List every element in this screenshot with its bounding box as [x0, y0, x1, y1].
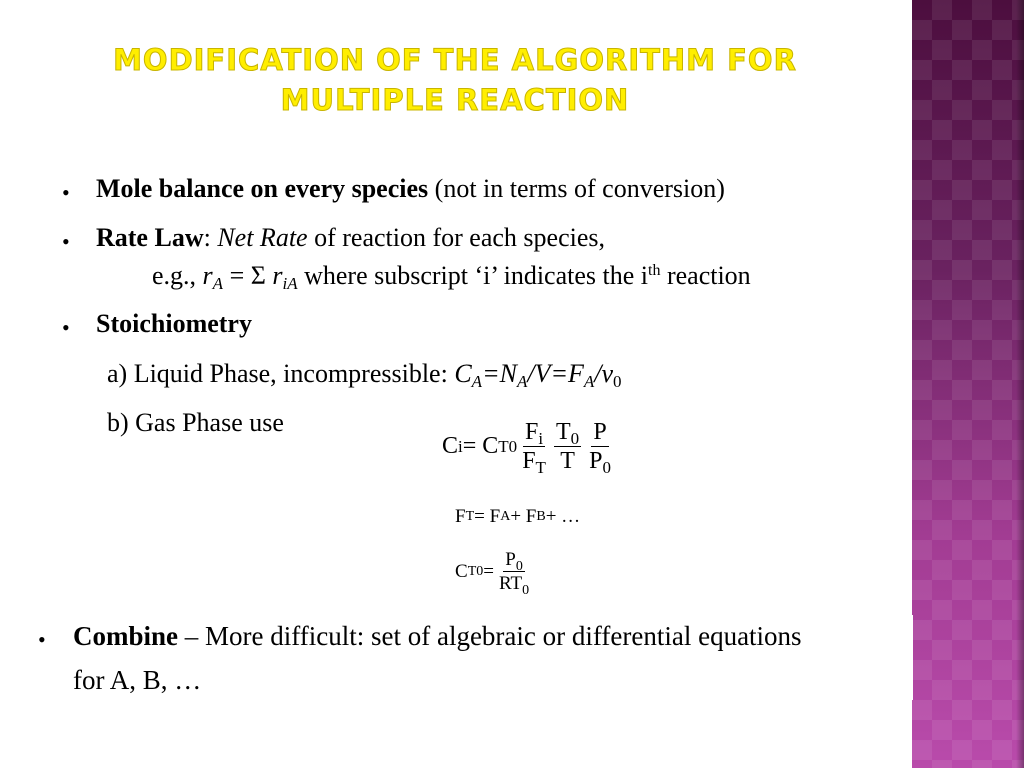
slide-title [40, 40, 870, 120]
gas-phase-line: b) Gas Phase use [107, 408, 284, 437]
rate-law-example: e.g., $r_A = \Sigma$ $r_{iA}$ where subscript ‘i’ indicates the $i^{th}$ reaction [152, 261, 751, 293]
title-line-2: MULTIPLE REACTION [280, 83, 630, 117]
bullet-icon: • [62, 180, 70, 205]
bullet-rate-law: Rate Law: Net Rate of reaction for each species, [96, 223, 605, 252]
formula-ft: F T = F A + F B + … [455, 506, 581, 527]
bullet-icon: • [62, 229, 70, 254]
bullet-combine: Combine – More difficult: set of algebraic or differential equations [73, 621, 802, 651]
formula-ct0: C T0 = $\frac{P_0}{RT_0}$ [455, 549, 530, 598]
bullet-icon: • [38, 627, 46, 652]
bullet-icon: • [62, 315, 70, 340]
bullet-stoichiometry: Stoichiometry [96, 309, 252, 338]
title-line-1: MODIFICATION OF THE ALGORITHM FOR [113, 43, 797, 77]
bullet-mole-balance: Mole balance on every species (not in terms of conversion) [96, 174, 725, 203]
combine-line-2: for A, B, … [73, 665, 202, 695]
formula-ci: C i = C T0 $\frac{F_i}{F_T}$ $\frac{T_0}{T}$ $\frac{P}{P_0}$ [442, 419, 611, 477]
decorative-sidebar [912, 0, 1024, 768]
liquid-phase-line: a) Liquid Phase, incompressible: $C_A=N_A/V=F_A/v_0$ [107, 359, 622, 391]
combine-box [20, 615, 913, 700]
